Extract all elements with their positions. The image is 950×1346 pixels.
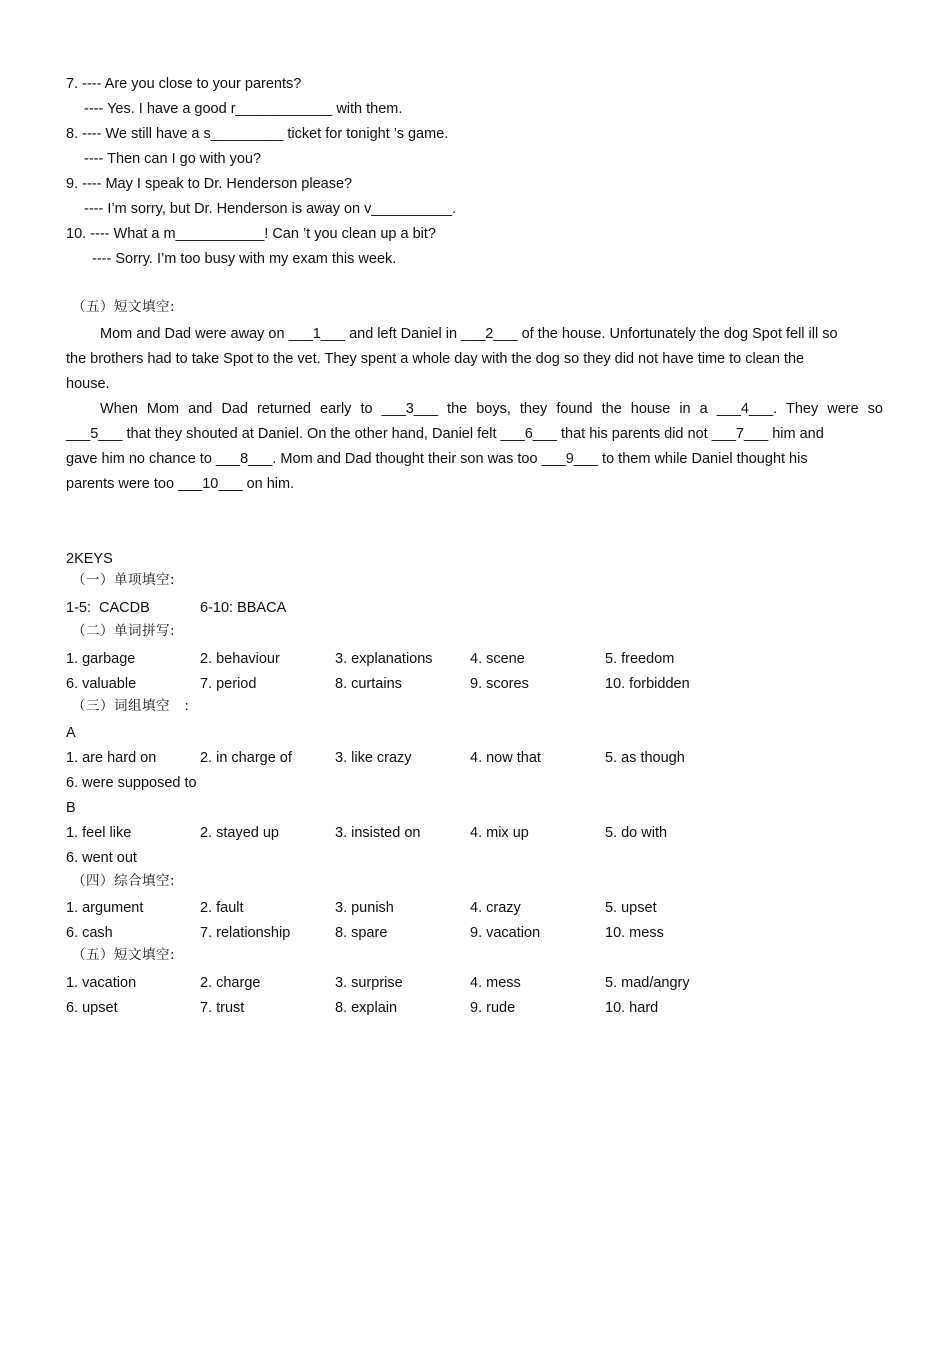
key-cell: 6. were supposed to [66,775,197,791]
key-cell: 5. as though [605,750,685,766]
key-cell: 4. mess [470,975,521,991]
key-cell: 2. stayed up [200,825,279,841]
key-cell: 9. scores [470,676,529,692]
key-cell: 9. vacation [470,925,541,941]
key-cell: 2. charge [200,975,261,991]
key-cell: 5. do with [605,825,668,841]
key-cell: 3. like crazy [335,750,412,766]
key-cell: 5. mad/angry [605,975,690,991]
key-cell: 3. insisted on [335,825,421,841]
key-cell: 6. valuable [66,676,137,692]
key-cell: 8. explain [335,1000,398,1016]
answer-7: ---- Yes. I have a good r____________ with them. [84,101,403,117]
passage-p2-line3: gave him no chance to ___8___. Mom and Dad thought their son was too ___9___ to them while Daniel thought his [66,451,808,467]
keys-s5-heading: （五）短文填空: [72,947,176,963]
key-cell: 8. spare [335,925,388,941]
keys-s3-a-label: A [66,725,76,741]
key-cell: 6-10: BBACA [200,600,287,616]
key-cell: 5. upset [605,900,657,916]
key-cell: 10. mess [605,925,664,941]
question-7: 7. ---- Are you close to your parents? [66,76,302,92]
keys-s2-heading: （二）单词拼写: [72,623,176,639]
key-cell: 1. vacation [66,975,137,991]
question-10: 10. ---- What a m___________! Can ’t you clean up a bit? [66,226,436,242]
answer-10: ---- Sorry. I’m too busy with my exam this week. [92,251,397,267]
key-cell: 9. rude [470,1000,516,1016]
key-cell: 7. period [200,676,257,692]
key-cell: 1-5: CACDB [66,600,150,616]
key-cell: 1. feel like [66,825,132,841]
key-cell: 10. hard [605,1000,659,1016]
key-cell: 8. curtains [335,676,402,692]
key-cell: 7. trust [200,1000,245,1016]
key-cell: 6. upset [66,1000,118,1016]
question-9: 9. ---- May I speak to Dr. Henderson please? [66,176,353,192]
key-cell: 4. mix up [470,825,529,841]
key-cell: 10. forbidden [605,676,690,692]
passage-p2-line2: ___5___ that they shouted at Daniel. On the other hand, Daniel felt ___6___ that his parents did not ___7___ him and [66,426,824,442]
passage-p2-line1: When Mom and Dad returned early to ___3___ the boys, they found the house in a ___4___. They were so [100,401,883,417]
passage-p1-line2: the brothers had to take Spot to the vet. They spent a whole day with the dog so they did not have time to clean the [66,351,805,367]
keys-title: 2KEYS [66,551,113,567]
key-cell: 3. surprise [335,975,403,991]
key-cell: 1. are hard on [66,750,157,766]
key-cell: 4. crazy [470,900,521,916]
keys-s1-heading: （一）单项填空: [72,572,176,588]
passage-p2-line4: parents were too ___10___ on him. [66,476,295,492]
key-cell: 1. garbage [66,651,136,667]
key-cell: 2. in charge of [200,750,292,766]
keys-s3-b-label: B [66,800,76,816]
key-cell: 2. fault [200,900,244,916]
key-cell: 3. explanations [335,651,433,667]
key-cell: 2. behaviour [200,651,280,667]
passage-heading: （五）短文填空: [72,299,176,315]
key-cell: 4. scene [470,651,525,667]
passage-p1-line1: Mom and Dad were away on ___1___ and left Daniel in ___2___ of the house. Unfortunately the dog Spot fell ill so [100,326,838,342]
key-cell: 7. relationship [200,925,291,941]
key-cell: 5. freedom [605,651,675,667]
keys-s3-heading: （三）词组填空 : [72,698,190,714]
keys-s4-heading: （四）综合填空: [72,873,176,889]
question-8: 8. ---- We still have a s_________ ticket for tonight ’s game. [66,126,449,142]
answer-9: ---- I’m sorry, but Dr. Henderson is away on v__________. [84,201,457,217]
key-cell: 1. argument [66,900,144,916]
answer-8: ---- Then can I go with you? [84,151,262,167]
key-cell: 6. cash [66,925,113,941]
passage-p1-line3: house. [66,376,110,392]
key-cell: 6. went out [66,850,137,866]
key-cell: 4. now that [470,750,541,766]
key-cell: 3. punish [335,900,394,916]
